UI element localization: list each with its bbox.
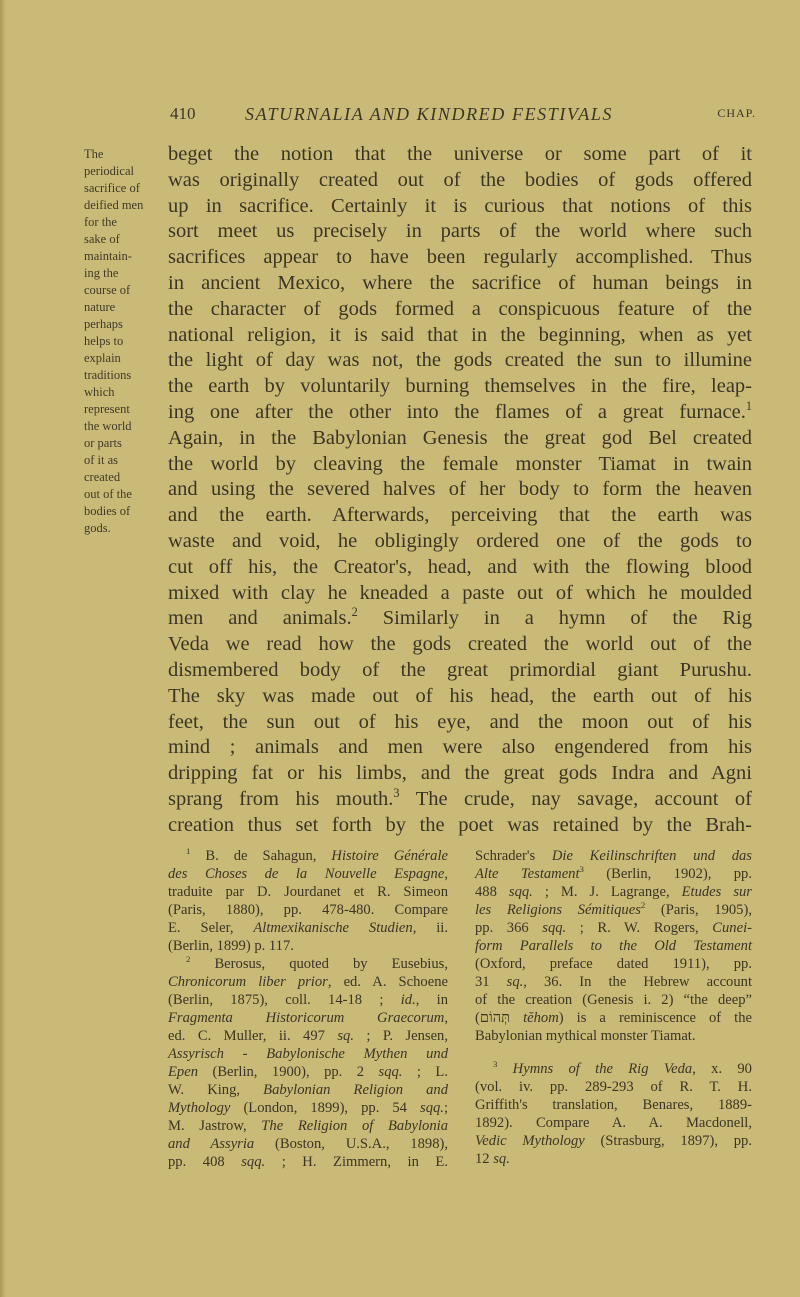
footnote-line — [168, 1153, 448, 1171]
text-run: W. King, — [168, 1082, 264, 1098]
text-run: , 36. In the Hebrew account — [523, 974, 752, 990]
text-run: ; — [443, 1100, 448, 1116]
margin-note-line: created — [84, 470, 121, 484]
margin-note-line: which — [84, 385, 115, 399]
body-line — [168, 297, 752, 323]
text-run: Again, in the Babylonian Genesis the great god Bel created — [168, 426, 752, 449]
footnote-line — [475, 919, 752, 937]
italic-text: sq. — [506, 974, 524, 990]
text-run: feet, the sun out of his eye, and the moon out of his — [168, 710, 752, 733]
footnote-reference: 3 — [493, 1059, 498, 1070]
text-run: The sky was made out of his head, the earth out of his — [168, 684, 752, 707]
footnote-line — [168, 1045, 448, 1063]
italic-text: tĕhom — [523, 1010, 559, 1026]
text-run: sacrifices appear to have been regularly accomplished. Thus — [168, 246, 752, 269]
body-line — [168, 400, 752, 426]
text-run: the earth by voluntarily burning themselves in the fire, leap- — [168, 375, 752, 398]
body-line — [168, 271, 752, 297]
text-run: pp. 366 — [475, 920, 543, 936]
margin-note-line: deified men — [84, 198, 144, 212]
italic-text: sqq. — [420, 1100, 444, 1116]
footnote-line — [168, 883, 448, 901]
margin-note-line: the world — [84, 419, 132, 433]
body-line — [168, 555, 752, 581]
italic-text: Vedic Mythology — [475, 1133, 585, 1149]
footnote-line — [168, 901, 448, 919]
italic-text: Cunei- — [712, 920, 752, 936]
footnote-line — [475, 865, 752, 883]
footnote-line — [475, 973, 752, 991]
footnote-line — [168, 1117, 448, 1135]
footnote-line — [475, 991, 752, 1009]
footnote-line — [168, 919, 448, 937]
text-run: , x. 90 — [692, 1061, 752, 1077]
text-run: , ii. — [412, 920, 448, 936]
text-run: cut off his, the Creator's, head, and with the flowing blood — [168, 555, 752, 578]
footnote-gap — [475, 1045, 752, 1060]
text-run: Veda we read how the gods created the world out of the — [168, 633, 752, 656]
margin-note-line: explain — [84, 351, 121, 365]
text-run: (Berlin, 1902), pp. — [583, 866, 752, 882]
text-run: was originally created out of the bodies of gods offered — [168, 168, 752, 191]
text-run: in ancient Mexico, where the sacrifice of human beings in — [168, 271, 752, 294]
italic-text: Fragmenta Historicorum Graecorum — [168, 1010, 445, 1026]
text-run: ed. C. Muller, ii. 497 — [168, 1028, 338, 1044]
footnote-line — [475, 1009, 752, 1027]
running-header — [168, 104, 756, 128]
italic-text: Hymns of the Rig Veda — [512, 1061, 693, 1077]
footnote-reference: 3 — [393, 786, 400, 801]
text-run: Griffith's translation, Benares, 1889- — [475, 1097, 752, 1113]
chapter-label: CHAP. — [717, 106, 756, 120]
text-run: B. de Sahagun, — [190, 848, 332, 864]
running-title: SATURNALIA AND KINDRED FESTIVALS — [245, 104, 614, 124]
text-run: , — [444, 1010, 448, 1026]
margin-note-line: or parts — [84, 436, 122, 450]
body-line — [168, 606, 752, 632]
footnote-line — [475, 1114, 752, 1132]
footnote-line — [475, 955, 752, 973]
footnote-line — [475, 1096, 752, 1114]
page-edge-shadow — [0, 0, 6, 1297]
text-run: ; L. — [402, 1064, 448, 1080]
italic-text: sq. — [337, 1028, 354, 1044]
text-run: (Boston, U.S.A., 1898), — [254, 1136, 448, 1152]
footnote-reference: 2 — [186, 954, 191, 965]
body-line — [168, 477, 752, 503]
footnote-line — [168, 847, 448, 865]
margin-note-line: perhaps — [84, 317, 123, 331]
footnote-line — [168, 937, 448, 955]
text-run: creation thus set forth by the poet was retained by the Brah- — [168, 813, 752, 836]
italic-text: Etudes sur — [681, 884, 752, 900]
margin-note-line: gods. — [84, 521, 111, 535]
footnote-line — [168, 955, 448, 973]
margin-note-line: represent — [84, 402, 130, 416]
body-line — [168, 348, 752, 374]
margin-note-line: periodical — [84, 164, 134, 178]
text-run: 31 — [475, 974, 507, 990]
text-run: (Berlin, 1900), pp. 2 — [198, 1064, 379, 1080]
italic-text: Altmexikanische Studien — [253, 920, 413, 936]
text-run: sprang from his mouth. — [168, 787, 394, 810]
footnote-line — [475, 937, 752, 955]
text-run: waste and void, he obligingly ordered one of the gods to — [168, 529, 752, 552]
margin-note-line: sake of — [84, 232, 120, 246]
footnote-reference: 2 — [351, 605, 358, 620]
italic-text: id. — [400, 992, 416, 1008]
italic-text: Chronicorum liber prior — [168, 974, 328, 990]
body-line — [168, 374, 752, 400]
text-run: (Berlin, 1875), coll. 14-18 ; — [168, 992, 401, 1008]
text-run: ing one after the other into the flames of a great furnace. — [168, 400, 746, 423]
italic-text: des Choses de la Nouvelle Espagne — [168, 866, 445, 882]
body-line — [168, 735, 752, 761]
text-run: of the creation (Genesis i. 2) “the deep” — [475, 992, 752, 1008]
italic-text: Epen — [168, 1064, 198, 1080]
text-run: (vol. iv. pp. 289-293 of R. T. H. — [475, 1079, 752, 1095]
text-run: Similarly in a hymn of the Rig — [357, 607, 752, 630]
text-run: ; M. J. Lagrange, — [532, 884, 682, 900]
footnote-line — [168, 865, 448, 883]
italic-text: sq. — [493, 1151, 510, 1167]
italic-text: Histoire Générale — [331, 848, 448, 864]
footnote-line — [475, 1027, 752, 1045]
body-line — [168, 632, 752, 658]
margin-note-line: The — [84, 147, 104, 161]
footnote-line — [168, 1099, 448, 1117]
page-number: 410 — [170, 104, 196, 123]
margin-note-line: bodies of — [84, 504, 131, 518]
body-line — [168, 323, 752, 349]
text-run: sort meet us precisely in parts of the world where such — [168, 220, 752, 243]
text-run: 12 — [475, 1151, 494, 1167]
body-line — [168, 684, 752, 710]
text-run: (תְּהוֹם — [475, 1010, 524, 1026]
text-run: , in — [415, 992, 448, 1008]
body-line — [168, 658, 752, 684]
text-run: and the earth. Afterwards, perceiving that the earth was — [168, 504, 752, 527]
text-run: dismembered body of the great primordial giant Purushu. — [168, 658, 752, 681]
body-line — [168, 787, 752, 813]
text-run: (Paris, 1880), pp. 478-480. Compare — [168, 902, 448, 918]
body-line — [168, 503, 752, 529]
footnote-reference: 3 — [579, 864, 584, 875]
margin-note-line: of it as — [84, 453, 119, 467]
footnote-reference: 1 — [186, 846, 191, 857]
text-run: men and animals. — [168, 607, 352, 630]
italic-text: les Religions Sémitiques — [475, 902, 641, 918]
text-run: the light of day was not, the gods created the sun to illumine — [168, 349, 752, 372]
italic-text: and Assyria — [168, 1136, 255, 1152]
text-run: traduite par D. Jourdanet et R. Simeon — [168, 884, 448, 900]
body-line — [168, 168, 752, 194]
margin-note-line: maintain- — [84, 249, 132, 263]
margin-note-line: sacrifice of — [84, 181, 140, 195]
text-run: Schrader's — [475, 848, 552, 864]
text-run: pp. 408 — [168, 1154, 242, 1170]
footnote-line — [168, 1009, 448, 1027]
footnotes-right-column — [475, 847, 752, 1168]
italic-text: Babylonian Religion and — [263, 1082, 449, 1098]
text-run: (Oxford, preface dated 1911), pp. — [475, 956, 752, 972]
body-line — [168, 529, 752, 555]
text-run: up in sacrifice. Certainly it is curious that notions of this — [168, 194, 752, 217]
italic-text: Assyrisch - Babylonische Mythen und — [168, 1046, 448, 1062]
text-run: 488 — [475, 884, 509, 900]
footnote-line — [475, 847, 752, 865]
footnote-reference: 2 — [640, 900, 646, 911]
body-line — [168, 245, 752, 271]
text-run: the character of gods formed a conspicuous feature of the — [168, 297, 752, 320]
text-run: ; R. W. Rogers, — [566, 920, 713, 936]
footnote-line — [475, 901, 752, 919]
text-run — [497, 1061, 512, 1077]
text-run: dripping fat or his limbs, and the great gods Indra and Agni — [168, 762, 752, 785]
footnotes-left-column — [168, 847, 448, 1171]
italic-text: sqq. — [241, 1154, 266, 1170]
footnote-line — [168, 1063, 448, 1081]
margin-note-line: helps to — [84, 334, 124, 348]
italic-text: Die Keilinschriften und das — [551, 848, 752, 864]
body-line — [168, 761, 752, 787]
text-run: Berosus, quoted by Eusebius, — [190, 956, 448, 972]
text-run: (Strasburg, 1897), pp. — [584, 1133, 752, 1149]
footnote-line — [168, 1027, 448, 1045]
body-line — [168, 813, 752, 839]
margin-note-line: out of the — [84, 487, 132, 501]
margin-note-line: traditions — [84, 368, 132, 382]
text-run: beget the notion that the universe or some part of it — [168, 143, 752, 165]
footnote-line — [168, 973, 448, 991]
body-line — [168, 710, 752, 736]
margin-note-line: course of — [84, 283, 131, 297]
body-line — [168, 142, 752, 168]
text-run: mind ; animals and men were also engendered from his — [168, 736, 752, 759]
margin-note — [84, 146, 164, 537]
italic-text: sqq. — [542, 920, 567, 936]
footnote-line — [475, 883, 752, 901]
text-run: The crude, nay savage, account of — [399, 787, 752, 810]
text-run: E. Seler, — [168, 920, 254, 936]
body-line — [168, 194, 752, 220]
text-run: Babylonian mythical monster Tiamat. — [475, 1028, 696, 1044]
text-run: M. Jastrow, — [168, 1118, 262, 1134]
footnote-line — [475, 1132, 752, 1150]
footnote-line — [475, 1060, 752, 1078]
margin-note-line: ing the — [84, 266, 119, 280]
text-run: , ed. A. Schoene — [327, 974, 448, 990]
footnote-line — [168, 1081, 448, 1099]
text-run: (London, 1899), pp. 54 — [230, 1100, 421, 1116]
footnote-line — [168, 1135, 448, 1153]
text-run: ) is a reminiscence of the — [558, 1010, 752, 1026]
text-run: ; P. Jensen, — [353, 1028, 449, 1044]
footnote-line — [475, 1078, 752, 1096]
italic-text: form Parallels to the Old Testament — [475, 938, 752, 954]
italic-text: Alte Testament — [475, 866, 580, 882]
text-run: national religion, it is said that in the beginning, when as yet — [168, 323, 752, 346]
italic-text: sqq. — [378, 1064, 403, 1080]
text-run: , — [444, 866, 448, 882]
text-run: mixed with clay he kneaded a paste out of which he moulded — [168, 581, 752, 604]
italic-text: The Religion of Babylonia — [261, 1118, 448, 1134]
margin-note-line: nature — [84, 300, 116, 314]
text-run: ; H. Zimmern, in E. — [265, 1154, 448, 1170]
body-line — [168, 219, 752, 245]
footnote-reference: 1 — [745, 399, 752, 414]
body-text — [168, 142, 752, 839]
footnote-line — [168, 991, 448, 1009]
italic-text: sqq. — [508, 884, 533, 900]
body-line — [168, 426, 752, 452]
text-run: and using the severed halves of her body to form the heaven — [168, 478, 752, 501]
text-run: (Berlin, 1899) p. 117. — [168, 938, 294, 954]
body-line — [168, 452, 752, 478]
italic-text: Mythology — [168, 1100, 231, 1116]
text-run: (Paris, 1905), — [645, 902, 752, 918]
text-run: the world by cleaving the female monster Tiamat in twain — [168, 452, 752, 475]
text-run: 1892). Compare A. A. Macdonell, — [475, 1115, 752, 1131]
footnote-line — [475, 1150, 752, 1168]
body-line — [168, 581, 752, 607]
margin-note-line: for the — [84, 215, 117, 229]
